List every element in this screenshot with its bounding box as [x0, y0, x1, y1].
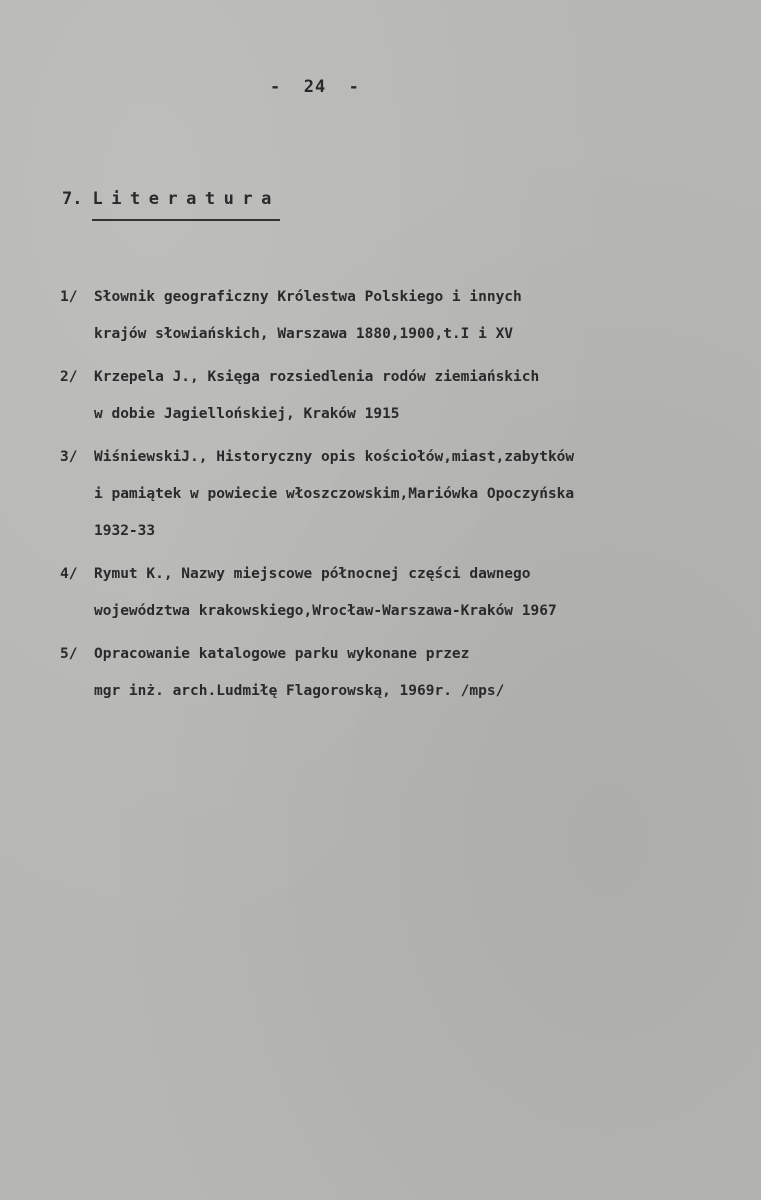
- reference-line: w dobie Jagiellońskiej, Kraków 1915: [94, 406, 400, 422]
- reference-number: 4/: [60, 566, 78, 582]
- reference-number: 2/: [60, 369, 78, 385]
- reference-line: Opracowanie katalogowe parku wykonane przez: [94, 646, 470, 662]
- reference-item: [60, 439, 740, 550]
- reference-line: Rymut K., Nazwy miejscowe północnej części dawnego: [94, 566, 531, 582]
- reference-line: Krzepela J., Księga rozsiedlenia rodów ziemiańskich: [94, 369, 540, 385]
- reference-line: mgr inż. arch.Ludmiłę Flagorowską, 1969r. /mps/: [94, 683, 505, 699]
- section-number: 7.: [62, 189, 83, 209]
- section-title: Literatura: [92, 189, 279, 221]
- reference-item: [60, 359, 740, 433]
- reference-number: 3/: [60, 449, 78, 465]
- reference-line: WiśniewskiJ., Historyczny opis kościołów,miast,zabytków: [94, 449, 575, 465]
- reference-item: [60, 556, 740, 630]
- reference-line: Słownik geograficzny Królestwa Polskiego i innych: [94, 289, 522, 305]
- reference-line: krajów słowiańskich, Warszawa 1880,1900,t.I i XV: [94, 326, 514, 342]
- reference-list: [60, 279, 740, 716]
- reference-line: i pamiątek w powiecie włoszczowskim,Mariówka Opoczyńska: [94, 486, 575, 502]
- reference-line: 1932-33: [94, 523, 156, 539]
- reference-item: [60, 279, 740, 353]
- page-number: - 24 -: [270, 77, 360, 97]
- reference-line: województwa krakowskiego,Wrocław-Warszawa-Kraków 1967: [94, 603, 557, 619]
- section-heading: [62, 189, 280, 221]
- reference-number: 1/: [60, 289, 78, 305]
- reference-number: 5/: [60, 646, 78, 662]
- reference-item: [60, 636, 740, 710]
